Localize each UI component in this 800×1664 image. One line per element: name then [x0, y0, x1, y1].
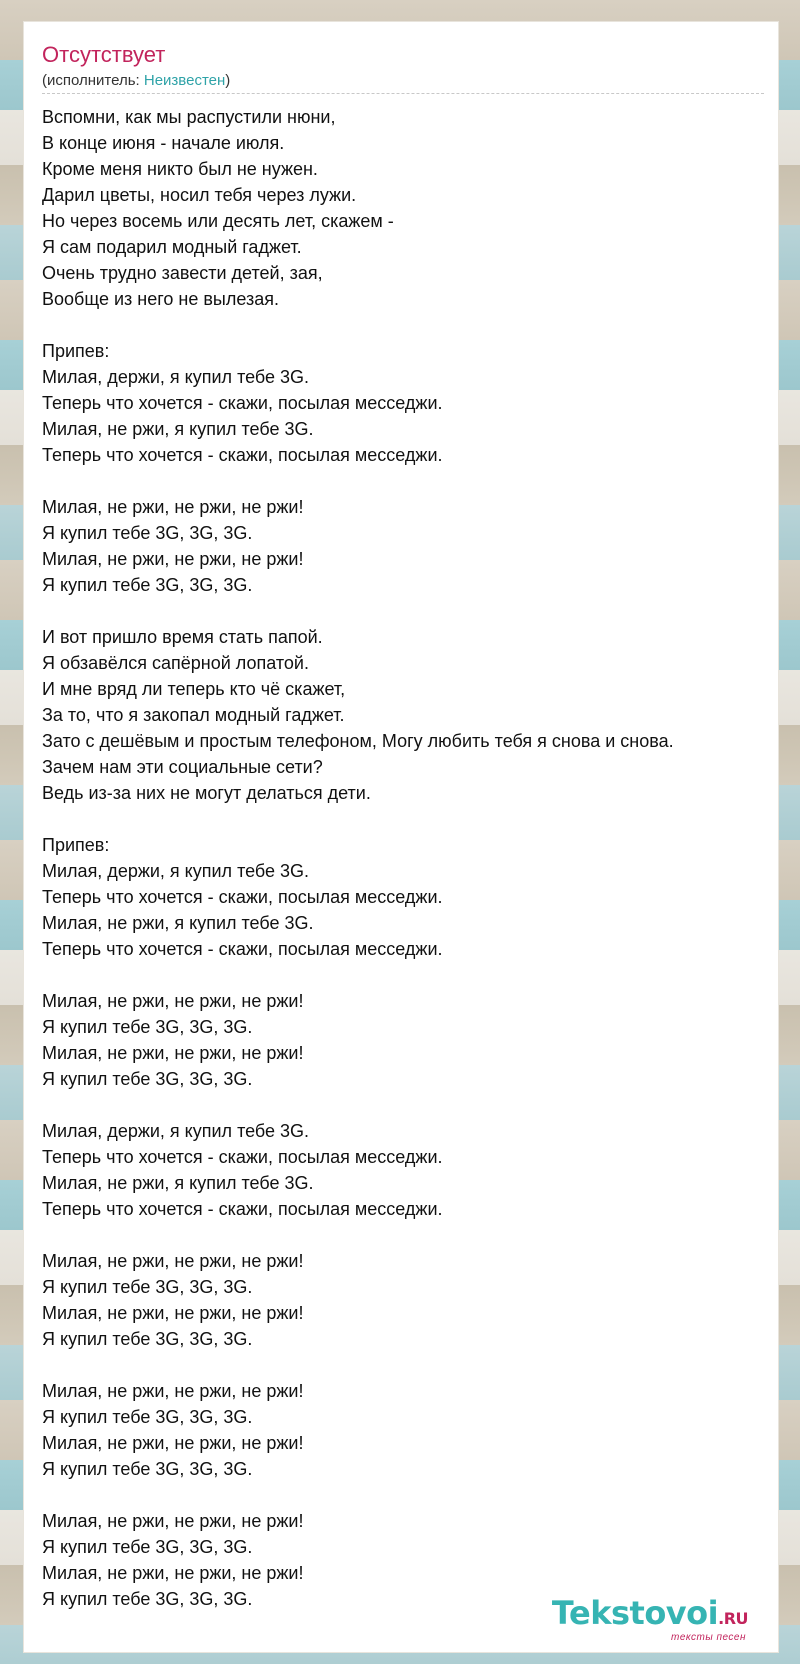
lyrics-line: Я купил тебе 3G, 3G, 3G. — [42, 1459, 253, 1479]
lyrics-line: Припев: — [42, 341, 110, 361]
lyrics-blank-line — [42, 312, 772, 338]
lyrics-line: Я купил тебе 3G, 3G, 3G. — [42, 1069, 253, 1089]
lyrics-line: Милая, не ржи, не ржи, не ржи! — [42, 1511, 304, 1531]
lyrics-line: Я купил тебе 3G, 3G, 3G. — [42, 1277, 253, 1297]
lyrics-line: Я купил тебе 3G, 3G, 3G. — [42, 523, 253, 543]
lyrics-line: Милая, не ржи, не ржи, не ржи! — [42, 1433, 304, 1453]
artist-line — [42, 72, 230, 90]
lyrics-line: И вот пришло время стать папой. — [42, 627, 323, 647]
artist-link[interactable]: Неизвестен — [143, 72, 226, 89]
lyrics-line: Теперь что хочется - скажи, посылая месседжи. — [42, 393, 443, 413]
lyrics-line: Зато с дешёвым и простым телефоном, Могу любить тебя я снова и снова. — [42, 731, 674, 751]
lyrics-line: Я купил тебе 3G, 3G, 3G. — [42, 1329, 253, 1349]
lyrics-line: Я купил тебе 3G, 3G, 3G. — [42, 1017, 253, 1037]
lyrics-blank-line — [42, 468, 772, 494]
lyrics-line: Милая, не ржи, я купил тебе 3G. — [42, 913, 314, 933]
lyrics-line: В конце июня - начале июля. — [42, 133, 285, 153]
lyrics-line: Вспомни, как мы распустили нюни, — [42, 107, 336, 127]
lyrics-line: Милая, не ржи, не ржи, не ржи! — [42, 991, 304, 1011]
lyrics-line: Милая, не ржи, не ржи, не ржи! — [42, 1303, 304, 1323]
lyrics-line: Вообще из него не вылезая. — [42, 289, 279, 309]
lyrics-line: Я обзавёлся сапёрной лопатой. — [42, 653, 309, 673]
lyrics-line: И мне вряд ли теперь кто чё скажет, — [42, 679, 346, 699]
lyrics-line: Теперь что хочется - скажи, посылая месседжи. — [42, 1199, 443, 1219]
lyrics-blank-line — [42, 962, 772, 988]
lyrics-line: Милая, держи, я купил тебе 3G. — [42, 1121, 310, 1141]
artist-suffix: ) — [225, 72, 231, 89]
logo-name: Tekstovoi — [551, 1594, 719, 1632]
logo-tld: .RU — [718, 1609, 748, 1628]
lyrics-line: Милая, не ржи, не ржи, не ржи! — [42, 549, 304, 569]
lyrics-blank-line — [42, 806, 772, 832]
lyrics-line: Милая, не ржи, не ржи, не ржи! — [42, 1563, 304, 1583]
lyrics-line: Теперь что хочется - скажи, посылая месседжи. — [42, 445, 443, 465]
lyrics-card — [24, 22, 778, 1652]
lyrics-line: Милая, держи, я купил тебе 3G. — [42, 367, 310, 387]
lyrics-line: Милая, не ржи, не ржи, не ржи! — [42, 1381, 304, 1401]
lyrics-line: За то, что я закопал модный гаджет. — [42, 705, 345, 725]
lyrics-blank-line — [42, 1092, 772, 1118]
lyrics-line: Теперь что хочется - скажи, посылая месседжи. — [42, 939, 443, 959]
lyrics-line: Милая, не ржи, не ржи, не ржи! — [42, 1043, 304, 1063]
site-logo[interactable] — [552, 1596, 748, 1643]
lyrics-line: Кроме меня никто был не нужен. — [42, 159, 318, 179]
title-divider — [42, 93, 764, 94]
lyrics-line: Я сам подарил модный гаджет. — [42, 237, 302, 257]
artist-prefix: (исполнитель: — [42, 72, 144, 89]
lyrics-line: Я купил тебе 3G, 3G, 3G. — [42, 575, 253, 595]
lyrics-line: Я купил тебе 3G, 3G, 3G. — [42, 1589, 253, 1609]
song-title: Отсутствует — [42, 42, 166, 67]
lyrics-line: Припев: — [42, 835, 110, 855]
lyrics-line: Милая, не ржи, я купил тебе 3G. — [42, 1173, 314, 1193]
lyrics-line: Я купил тебе 3G, 3G, 3G. — [42, 1537, 253, 1557]
logo-tagline: тексты песен — [671, 1632, 746, 1643]
lyrics-line: Но через восемь или десять лет, скажем - — [42, 211, 394, 231]
lyrics-line: Милая, держи, я купил тебе 3G. — [42, 861, 310, 881]
lyrics-line: Милая, не ржи, не ржи, не ржи! — [42, 497, 304, 517]
lyrics-line: Зачем нам эти социальные сети? — [42, 757, 323, 777]
lyrics-line: Дарил цветы, носил тебя через лужи. — [42, 185, 357, 205]
lyrics-line: Теперь что хочется - скажи, посылая месседжи. — [42, 887, 443, 907]
lyrics-blank-line — [42, 1352, 772, 1378]
lyrics-text — [42, 104, 772, 1612]
lyrics-line: Милая, не ржи, не ржи, не ржи! — [42, 1251, 304, 1271]
lyrics-line: Теперь что хочется - скажи, посылая месседжи. — [42, 1147, 443, 1167]
lyrics-line: Я купил тебе 3G, 3G, 3G. — [42, 1407, 253, 1427]
lyrics-line: Ведь из-за них не могут делаться дети. — [42, 783, 371, 803]
lyrics-line: Очень трудно завести детей, зая, — [42, 263, 323, 283]
lyrics-blank-line — [42, 1222, 772, 1248]
lyrics-blank-line — [42, 598, 772, 624]
lyrics-blank-line — [42, 1482, 772, 1508]
lyrics-line: Милая, не ржи, я купил тебе 3G. — [42, 419, 314, 439]
